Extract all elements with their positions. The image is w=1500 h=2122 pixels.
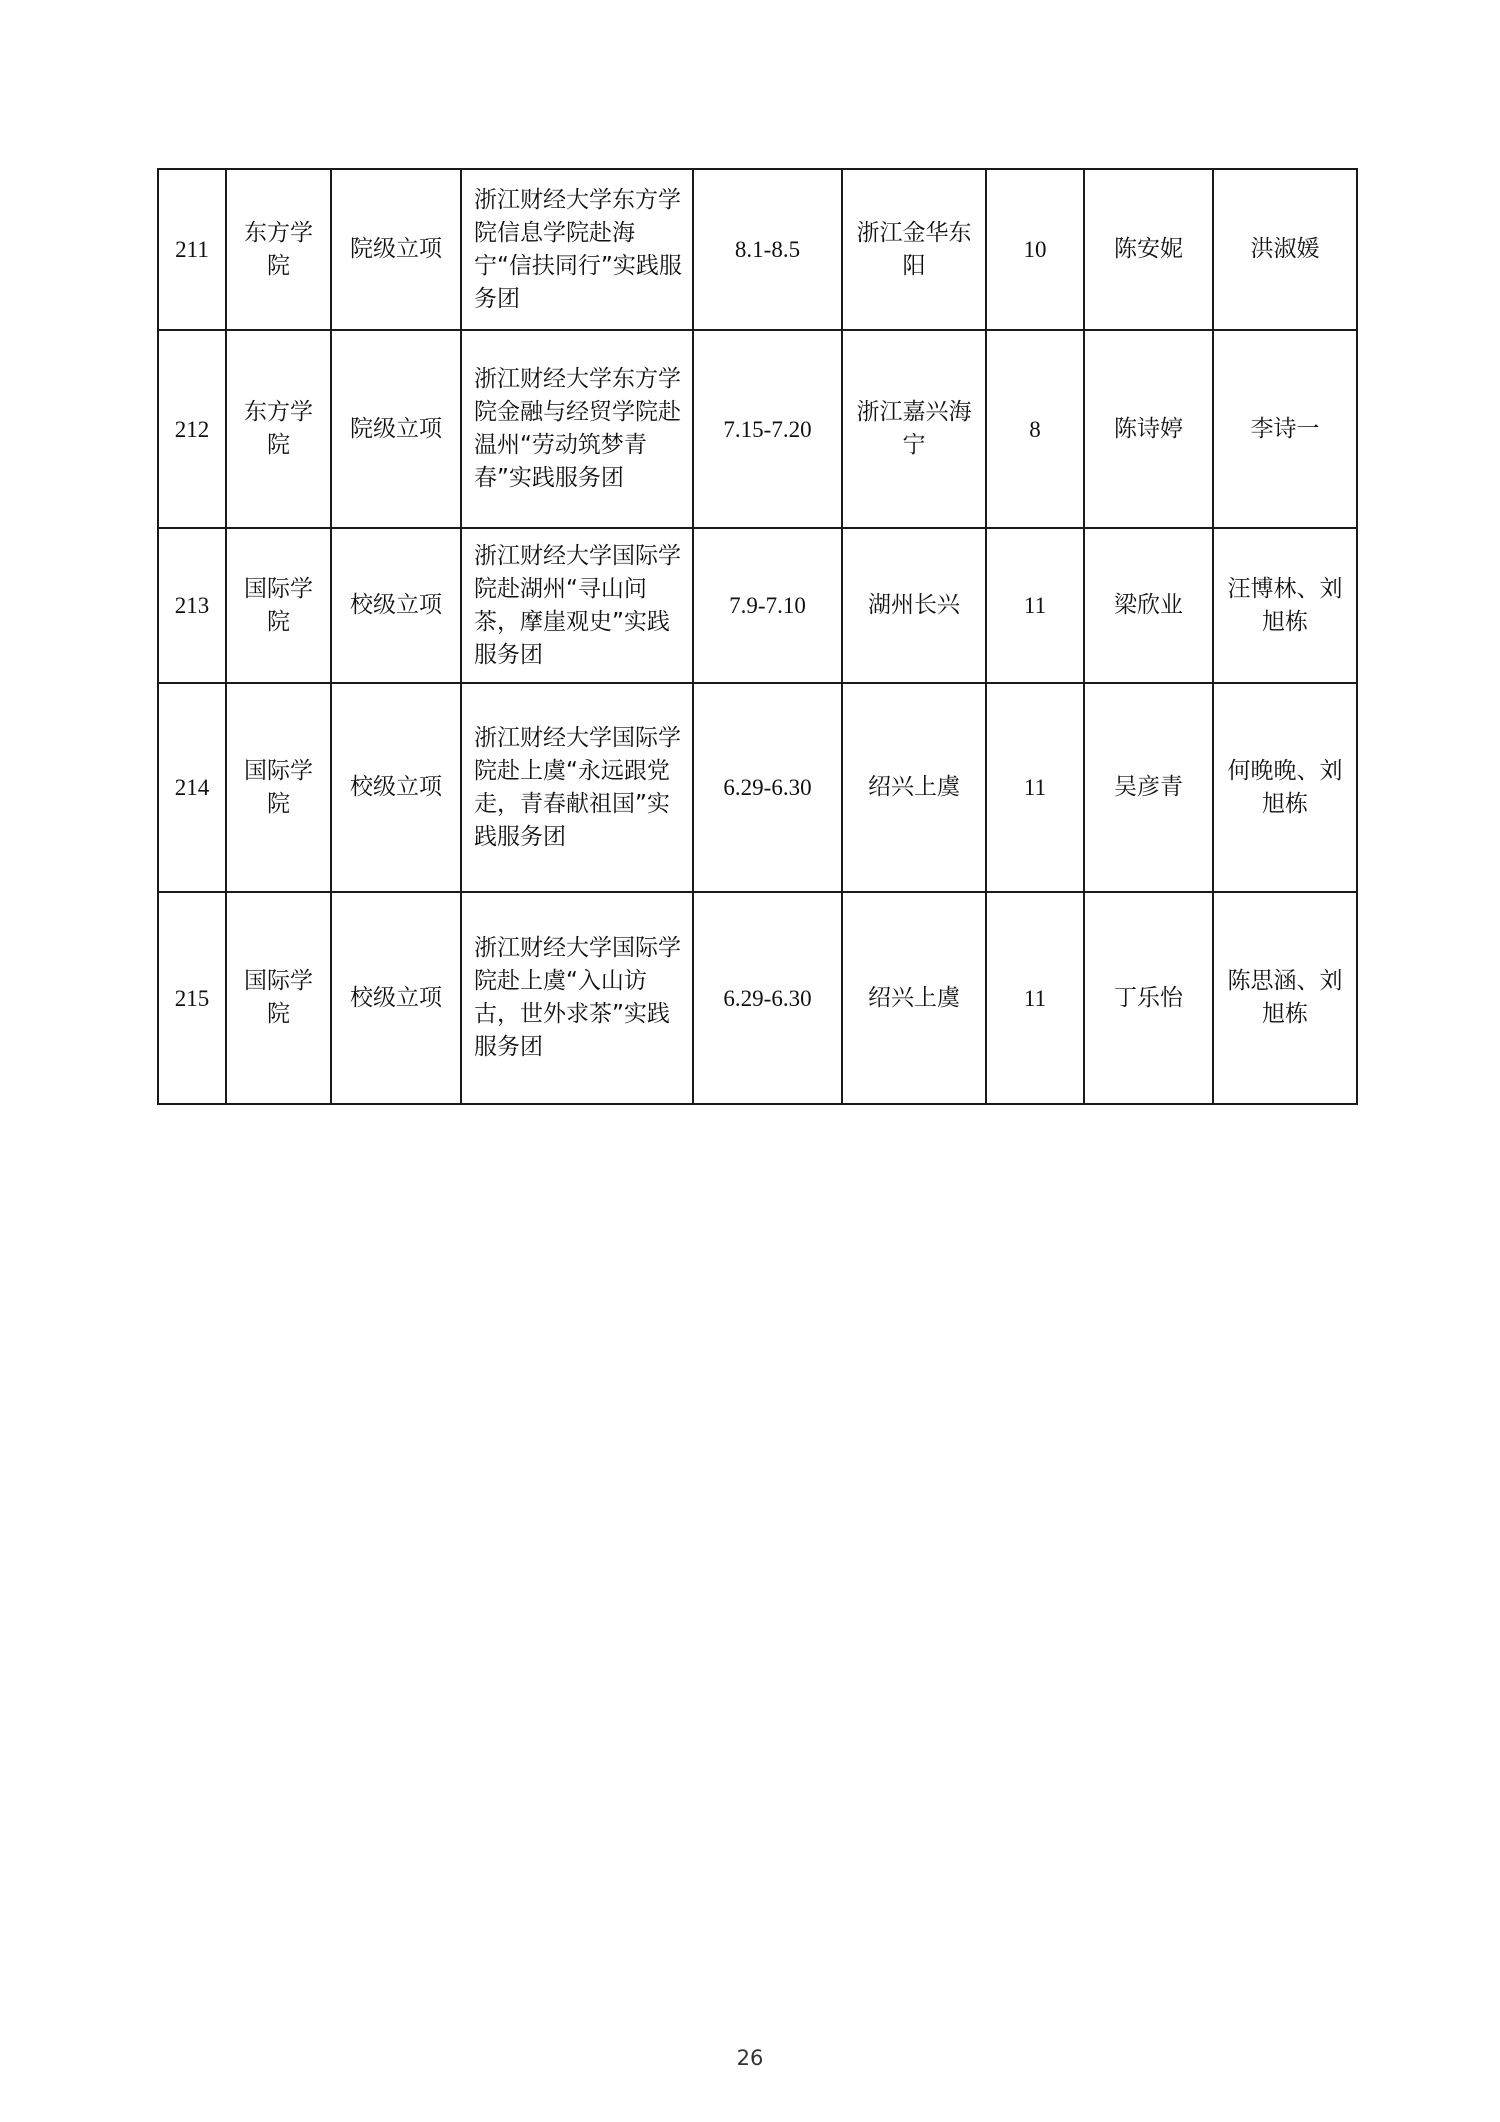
level-cell: 校级立项 — [331, 528, 461, 683]
members-cell: 10 — [986, 169, 1084, 330]
advisor-cell: 汪博林、刘旭栋 — [1213, 528, 1357, 683]
level-cell: 校级立项 — [331, 683, 461, 892]
leader-cell: 陈安妮 — [1084, 169, 1213, 330]
team-name-cell: 浙江财经大学东方学院信息学院赴海宁“信扶同行”实践服务团 — [461, 169, 693, 330]
level-cell: 院级立项 — [331, 169, 461, 330]
level-cell: 校级立项 — [331, 892, 461, 1104]
location-cell: 绍兴上虞 — [842, 892, 986, 1104]
location-cell: 浙江嘉兴海宁 — [842, 330, 986, 528]
advisor-cell: 陈思涵、刘旭栋 — [1213, 892, 1357, 1104]
row-id: 214 — [158, 683, 226, 892]
dates-cell: 7.9-7.10 — [693, 528, 842, 683]
team-name-cell: 浙江财经大学国际学院赴上虞“入山访古，世外求茶”实践服务团 — [461, 892, 693, 1104]
members-cell: 11 — [986, 683, 1084, 892]
dates-cell: 6.29-6.30 — [693, 683, 842, 892]
dates-cell: 6.29-6.30 — [693, 892, 842, 1104]
college-cell: 东方学院 — [226, 169, 331, 330]
table-row — [158, 892, 1357, 1104]
location-cell: 湖州长兴 — [842, 528, 986, 683]
college-cell: 东方学院 — [226, 330, 331, 528]
table-row — [158, 528, 1357, 683]
row-id: 212 — [158, 330, 226, 528]
team-name-cell: 浙江财经大学国际学院赴上虞“永远跟党走，青春献祖国”实践服务团 — [461, 683, 693, 892]
advisor-cell: 洪淑媛 — [1213, 169, 1357, 330]
college-cell: 国际学院 — [226, 528, 331, 683]
location-cell: 浙江金华东阳 — [842, 169, 986, 330]
team-name-cell: 浙江财经大学国际学院赴湖州“寻山问茶，摩崖观史”实践服务团 — [461, 528, 693, 683]
dates-cell: 8.1-8.5 — [693, 169, 842, 330]
row-id: 215 — [158, 892, 226, 1104]
row-id: 213 — [158, 528, 226, 683]
advisor-cell: 何晚晚、刘旭栋 — [1213, 683, 1357, 892]
members-cell: 8 — [986, 330, 1084, 528]
leader-cell: 陈诗婷 — [1084, 330, 1213, 528]
members-cell: 11 — [986, 892, 1084, 1104]
table-row — [158, 169, 1357, 330]
table-row — [158, 330, 1357, 528]
college-cell: 国际学院 — [226, 683, 331, 892]
leader-cell: 丁乐怡 — [1084, 892, 1213, 1104]
team-name-cell: 浙江财经大学东方学院金融与经贸学院赴温州“劳动筑梦青春”实践服务团 — [461, 330, 693, 528]
table-row — [158, 683, 1357, 892]
location-cell: 绍兴上虞 — [842, 683, 986, 892]
leader-cell: 吴彦青 — [1084, 683, 1213, 892]
level-cell: 院级立项 — [331, 330, 461, 528]
college-cell: 国际学院 — [226, 892, 331, 1104]
row-id: 211 — [158, 169, 226, 330]
project-table — [157, 168, 1358, 1105]
dates-cell: 7.15-7.20 — [693, 330, 842, 528]
page-number: 26 — [736, 2046, 764, 2070]
members-cell: 11 — [986, 528, 1084, 683]
advisor-cell: 李诗一 — [1213, 330, 1357, 528]
leader-cell: 梁欣业 — [1084, 528, 1213, 683]
